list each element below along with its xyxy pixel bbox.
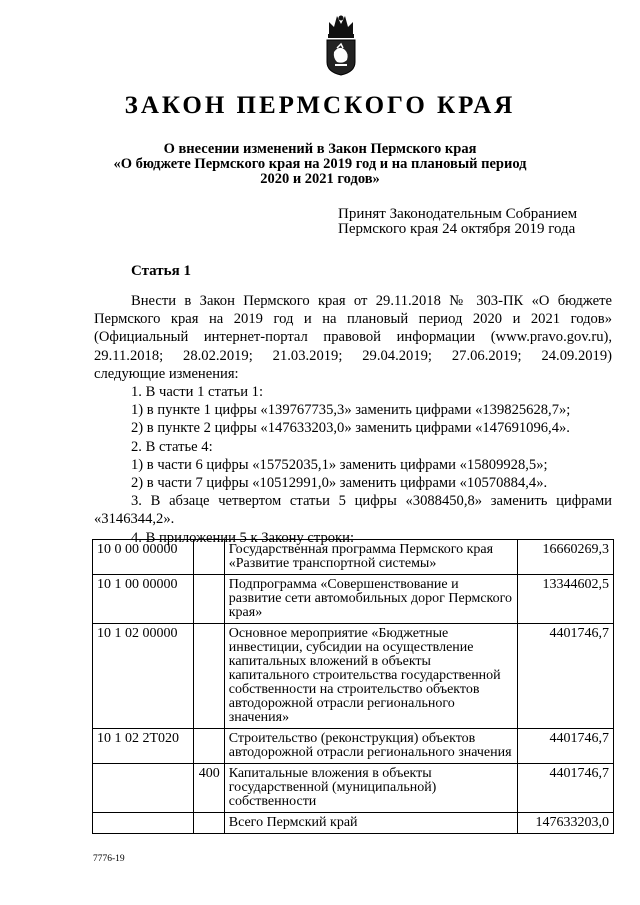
law-title: ЗАКОН ПЕРМСКОГО КРАЯ [124, 92, 516, 119]
row-sum: 16660269,3 [518, 540, 614, 575]
row-code: 10 1 02 2Т020 [93, 729, 194, 764]
subtitle-line: О внесении изменений в Закон Пермского края [163, 141, 477, 157]
adoption-line: Пермского края 24 октября 2019 года [338, 221, 576, 237]
body-line: 1) в пункте 1 цифры «139767735,3» заменить цифрами «139825628,7»; [131, 402, 571, 419]
subtitle-line: «О бюджете Пермского края на 2019 год и на плановый период [113, 156, 527, 172]
article-body [94, 292, 612, 547]
body-line: 1) в части 6 цифры «15752035,1» заменить цифрами «15809928,5»; [131, 456, 548, 473]
row-sum: 4401746,7 [518, 764, 614, 813]
adoption-note [338, 207, 577, 237]
row-sum: 4401746,7 [518, 729, 614, 764]
row-code [93, 813, 194, 834]
coat-of-arms-icon [323, 12, 359, 76]
row-name: Государственная программа Пермского края «Развитие транспортной системы» [224, 540, 517, 575]
table-row [93, 813, 614, 834]
body-line: 2) в части 7 цифры «10512991,0» заменить цифрами «10570884,4». [131, 475, 548, 492]
body-line: 29.11.2018; 28.02.2019; 21.03.2019; 29.04.2019; 27.06.2019; 24.09.2019) [94, 347, 612, 364]
budget-table [92, 539, 614, 834]
row-name: Строительство (реконструкция) объектов автодорожной отрасли регионального значения [224, 729, 517, 764]
body-line: Внести в Закон Пермского края от 29.11.2018 № 303-ПК «О бюджете [131, 293, 612, 309]
body-line: 2. В статье 4: [131, 438, 213, 455]
row-code: 10 1 00 00000 [93, 575, 194, 624]
row-name: Подпрограмма «Совершенствование и развитие сети автомобильных дорог Пермского края» [224, 575, 517, 624]
body-line: 1. В части 1 статьи 1: [131, 384, 264, 401]
row-code: 10 0 00 00000 [93, 540, 194, 575]
row-name: Всего Пермский край [224, 813, 517, 834]
table-row [93, 540, 614, 575]
row-kvr [193, 729, 224, 764]
row-kvr [193, 540, 224, 575]
body-line: следующие изменения: [94, 365, 239, 382]
row-kvr: 400 [193, 764, 224, 813]
row-code [93, 764, 194, 813]
row-name: Основное мероприятие «Бюджетные инвестиции, субсидии на осуществление капитальных вложений в объекты капитального строительства государственной собственности на строительство объектов автодорожной отрасли регионального значения» [224, 624, 517, 729]
body-line: 4. В приложении 5 к Закону строки: [131, 529, 355, 546]
law-subtitle [80, 142, 560, 187]
row-sum: 4401746,7 [518, 624, 614, 729]
body-line: «3146344,2». [94, 511, 175, 528]
table-row [93, 729, 614, 764]
body-line: 3. В абзаце четвертом статьи 5 цифры «3088450,8» заменить цифрами [131, 493, 612, 510]
row-code: 10 1 02 00000 [93, 624, 194, 729]
row-name: Капитальные вложения в объекты государственной (муниципальной) собственности [224, 764, 517, 813]
document-number: 7776-19 [93, 854, 125, 864]
table-row [93, 624, 614, 729]
body-line: (Официальный интернет-портал правовой информации (www.pravo.gov.ru), [94, 329, 612, 346]
article-heading: Статья 1 [131, 263, 191, 279]
body-line: 2) в пункте 2 цифры «147633203,0» заменить цифрами «147691096,4». [131, 420, 570, 437]
row-kvr [193, 575, 224, 624]
row-sum: 147633203,0 [518, 813, 614, 834]
body-line: Пермского края на 2019 год и на плановый период 2020 и 2021 годов» [94, 311, 612, 328]
row-kvr [193, 813, 224, 834]
subtitle-line: 2020 и 2021 годов» [260, 171, 380, 187]
row-kvr [193, 624, 224, 729]
table-row [93, 575, 614, 624]
adoption-line: Принят Законодательным Собранием [338, 206, 578, 222]
row-sum: 13344602,5 [518, 575, 614, 624]
table-row [93, 764, 614, 813]
